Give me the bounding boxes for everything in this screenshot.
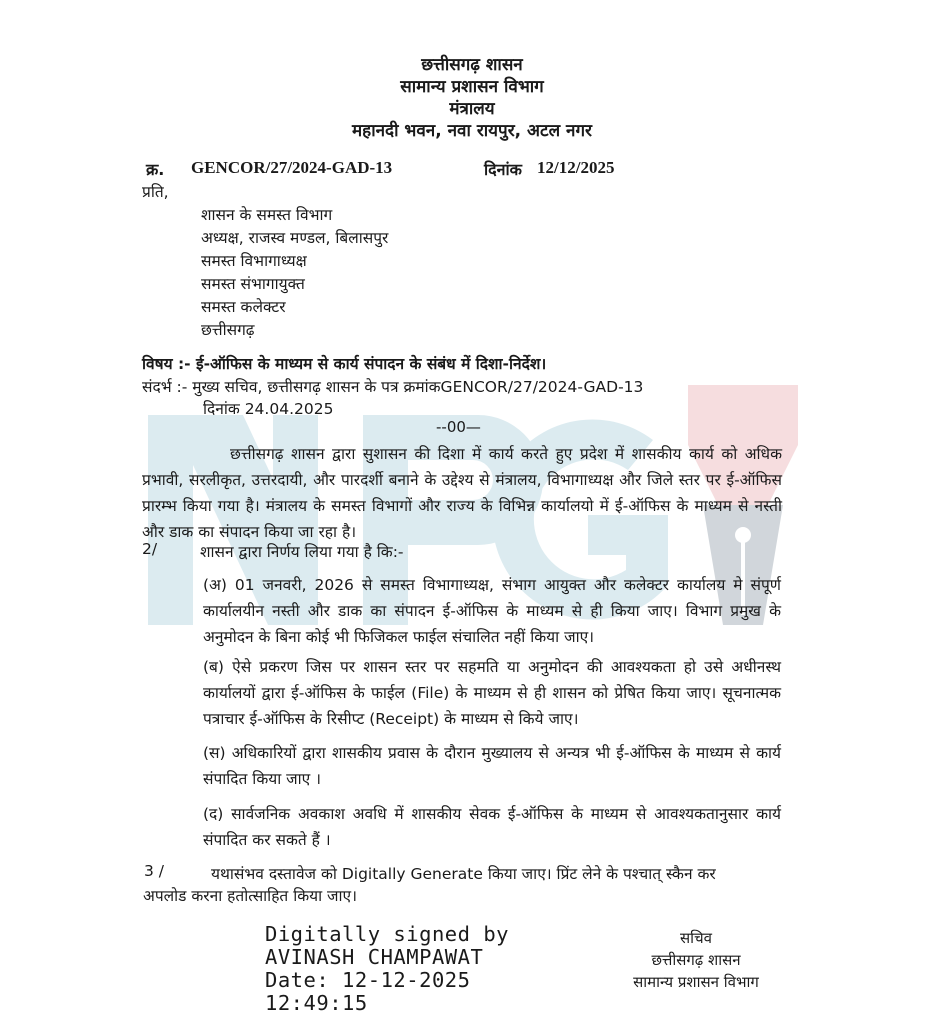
reference-date: दिनांक 24.04.2025: [203, 400, 334, 418]
letter-date: 12/12/2025: [537, 158, 615, 177]
addressee-item: समस्त विभागाध्यक्ष: [201, 252, 307, 270]
separator: --00—: [436, 418, 481, 436]
addressee-item: छत्तीसगढ़: [201, 321, 255, 339]
paragraph-1: छत्तीसगढ़ शासन द्वारा सुशासन की दिशा में कार्य करते हुए प्रदेश में शासकीय कार्य को अधिक प्रभावी, सरलीकृत, उत्तरदायी, और पारदर्शी बनाने के उद्देश्य से मंत्रालय, विभागाध्यक्ष और जिले स्तर पर ई-ऑफिस प्रारम्भ किया गया है। मंत्रालय के समस्त विभागों और राज्य के विभिन्न कार्यालयो में ई-ऑफिस के माध्यम से नस्ती और डाक का संपादन किया जा रहा है।: [142, 445, 782, 541]
digital-signature-line-1: Digitally signed by: [265, 922, 509, 946]
header-line-1: छत्तीसगढ़ शासन: [421, 55, 523, 75]
paragraph-2-number: 2/: [142, 540, 158, 558]
subject-line: विषय :- ई-ऑफिस के माध्यम से कार्य संपादन के संबंध में दिशा-निर्देश।: [142, 355, 547, 373]
digital-signature-name: AVINASH CHAMPAWAT: [265, 945, 484, 969]
header-line-3: मंत्रालय: [449, 99, 495, 119]
digital-signature-time: 12:49:15: [265, 991, 368, 1015]
sub-point-a: (अ) 01 जनवरी, 2026 से समस्त विभागाध्यक्ष, संभाग आयुक्त और कलेक्टर कार्यालय मे संपूर्ण कार्यालयीन नस्ती और डाक का संपादन ई-ऑफिस के माध्यम से ही किया जाए। विभाग प्रमुख के अनुमोदन के बिना कोई भी फिजिकल फाईल संचालित नहीं किया जाए।: [203, 576, 781, 646]
paragraph-3-number: 3 /: [144, 862, 165, 880]
addressee-item: समस्त कलेक्टर: [201, 298, 286, 316]
paragraph-2-text: शासन द्वारा निर्णय लिया गया है कि:-: [200, 543, 404, 561]
addressee-item: समस्त संभागायुक्त: [201, 275, 305, 293]
signatory-department: सामान्य प्रशासन विभाग: [633, 973, 759, 991]
signatory-designation: सचिव: [680, 929, 712, 947]
addressee-item: अध्यक्ष, राजस्व मण्डल, बिलासपुर: [201, 229, 389, 247]
sub-point-d: (द) सार्वजनिक अवकाश अवधि में शासकीय सेवक ई-ऑफिस के माध्यम से आवश्यकतानुसार कार्य संपादित कर सकते हैं ।: [203, 805, 781, 849]
paragraph-3-line-2: अपलोड करना हतोत्साहित किया जाए।: [143, 887, 358, 905]
prati-label: प्रति,: [142, 183, 169, 201]
sub-point-s: (स) अधिकारियों द्वारा शासकीय प्रवास के दौरान मुख्यालय से अन्यत्र भी ई-ऑफिस के माध्यम से कार्य संपादित किया जाए ।: [203, 744, 781, 788]
digital-signature-date: Date: 12-12-2025: [265, 968, 471, 992]
ref-label: क्र.: [146, 160, 165, 179]
date-label: दिनांक: [484, 160, 522, 179]
header-line-4: महानदी भवन, नवा रायपुर, अटल नगर: [352, 121, 592, 141]
ref-number: GENCOR/27/2024-GAD-13: [191, 158, 393, 177]
header-line-2: सामान्य प्रशासन विभाग: [400, 77, 544, 97]
addressee-item: शासन के समस्त विभाग: [201, 206, 333, 224]
paragraph-3-line-1: यथासंभव दस्तावेज को Digitally Generate किया जाए। प्रिंट लेने के पश्चात् स्कैन कर: [211, 865, 716, 883]
reference-line: संदर्भ :- मुख्य सचिव, छत्तीसगढ़ शासन के पत्र क्रमांकGENCOR/27/2024-GAD-13: [142, 378, 644, 396]
sub-point-b: (ब) ऐसे प्रकरण जिस पर शासन स्तर पर सहमति या अनुमोदन की आवश्यकता हो उसे अधीनस्थ कार्यालयों द्वारा ई-ऑफिस के फाईल (File) के माध्यम से ही शासन को प्रेषित किया जाए। सूचनात्मक पत्राचार ई-ऑफिस के रिसीप्ट (Receipt) के माध्यम से किये जाए।: [203, 658, 781, 728]
signatory-govt: छत्तीसगढ़ शासन: [651, 951, 741, 969]
